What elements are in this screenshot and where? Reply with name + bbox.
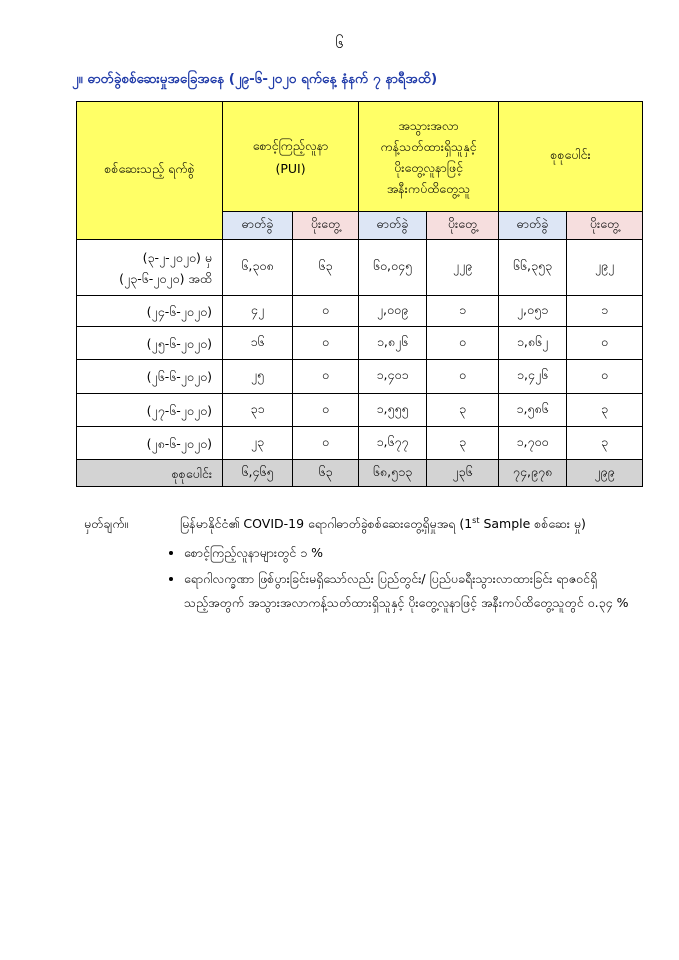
cell-contacts-tested: ၁,၆၇၇: [359, 427, 427, 460]
page-number: ၆: [335, 34, 344, 52]
cell-total-positive: ၀: [567, 327, 643, 360]
row-date: (၂၅-၆-၂၀၂၀): [77, 327, 223, 360]
cell-pui-positive: ၀: [293, 327, 359, 360]
cell-total-positive: ၃: [567, 394, 643, 427]
header-contacts: အသွားအလာ ကန့်သတ်ထားရှိသူနှင့် ပိုးတွေ့လူနာဖြင့် အနီးကပ်ထိတွေ့သူ: [359, 102, 499, 212]
subheader-positive: ပိုးတွေ့: [567, 212, 643, 240]
testing-table: [76, 101, 643, 487]
cell-pui-tested: ၃၁: [223, 394, 293, 427]
table-row: [77, 360, 643, 394]
row-date: (၂၆-၆-၂၀၂၀): [77, 360, 223, 394]
total-row: [77, 460, 643, 487]
cell-total-tested: ၁,၈၆၂: [499, 327, 567, 360]
total-total-positive: ၂၉၉: [567, 460, 643, 487]
cell-contacts-positive: ၁: [427, 296, 499, 327]
header-total: စုစုပေါင်း: [499, 102, 643, 212]
cell-contacts-tested: ၁,၅၅၅: [359, 394, 427, 427]
table-row: [77, 394, 643, 427]
notes-section: [84, 516, 644, 617]
table-row: [77, 327, 643, 360]
notes-intro: မြန်မာနိုင်ငံ၏ COVID-19 ရောဂါဓာတ်ခွဲစစ်ဆေးတွေ့ရှိမှုအရ (1st Sample စစ်ဆေး မှု): [180, 516, 586, 532]
cell-pui-positive: ၀: [293, 394, 359, 427]
total-pui-positive: ၆၃: [293, 460, 359, 487]
cell-total-tested: ၁,၅၈၆: [499, 394, 567, 427]
cell-pui-tested: ၁၆: [223, 327, 293, 360]
total-label: စုစုပေါင်း: [77, 460, 223, 487]
row-date: (၂၄-၆-၂၀၂၀): [77, 296, 223, 327]
table-row: [77, 427, 643, 460]
total-contacts-tested: ၆၈,၅၁၃: [359, 460, 427, 487]
cell-total-positive: ၂၉၂: [567, 240, 643, 296]
notes-label: မှတ်ချက်။: [84, 516, 129, 531]
cell-contacts-positive: ၃: [427, 394, 499, 427]
header-date: စစ်ဆေးသည့် ရက်စွဲ: [77, 102, 223, 240]
total-total-tested: ၇၄,၉၇၈: [499, 460, 567, 487]
cell-contacts-tested: ၁,၈၂၆: [359, 327, 427, 360]
header-pui: စောင့်ကြည့်လူနာ (PUI): [223, 102, 359, 212]
cell-contacts-positive: ၂၂၉: [427, 240, 499, 296]
notes-bullet: • စောင့်ကြည့်လူနာများတွင် ၁ %: [184, 541, 644, 565]
cell-total-positive: ၃: [567, 427, 643, 460]
row-date: (၂၈-၆-၂၀၂၀): [77, 427, 223, 460]
subheader-tested: ဓာတ်ခွဲ: [499, 212, 567, 240]
cell-pui-positive: ၀: [293, 427, 359, 460]
total-pui-tested: ၆,၄၆၅: [223, 460, 293, 487]
cell-total-tested: ၁,၄၂၆: [499, 360, 567, 394]
cell-contacts-positive: ၀: [427, 360, 499, 394]
subheader-tested: ဓာတ်ခွဲ: [223, 212, 293, 240]
cell-contacts-tested: ၆၀,၀၄၅: [359, 240, 427, 296]
cell-contacts-tested: ၁,၄၀၁: [359, 360, 427, 394]
cell-total-positive: ၁: [567, 296, 643, 327]
cell-total-tested: ၁,၇၀၀: [499, 427, 567, 460]
cell-contacts-tested: ၂,၀၀၉: [359, 296, 427, 327]
cell-contacts-positive: ၃: [427, 427, 499, 460]
subheader-positive: ပိုးတွေ့: [293, 212, 359, 240]
cell-pui-tested: ၂၅: [223, 360, 293, 394]
cell-pui-positive: ၀: [293, 360, 359, 394]
table-row: [77, 296, 643, 327]
total-contacts-positive: ၂၃၆: [427, 460, 499, 487]
notes-list: [162, 541, 644, 615]
table-row: [77, 240, 643, 296]
section-heading: ၂။ ဓာတ်ခွဲစစ်ဆေးမှုအခြေအနေ (၂၉-၆-၂၀၂၀ ရက်နေ့ နံနက် ၇ နာရီအထိ): [72, 71, 438, 87]
cell-pui-tested: ၆,၃၀၈: [223, 240, 293, 296]
row-date: (၂၇-၆-၂၀၂၀): [77, 394, 223, 427]
subheader-positive: ပိုးတွေ့: [427, 212, 499, 240]
notes-bullet: • ရောဂါလက္ခဏာ ဖြစ်ပွားခြင်းမရှိသော်လည်း ပြည်တွင်း/ ပြည်ပခရီးသွားလာထားခြင်း ရာဇဝင်ရှိသည့်အတွက် အသွားအလာကန့်သတ်ထားရှိသူနှင့် ပိုးတွေ့လူနာဖြင့် အနီးကပ်ထိတွေ့သူတွင် ၀.၃၄ %: [184, 567, 644, 615]
cell-pui-tested: ၄၂: [223, 296, 293, 327]
cell-total-tested: ၆၆,၃၅၃: [499, 240, 567, 296]
cell-pui-tested: ၂၃: [223, 427, 293, 460]
cell-total-positive: ၀: [567, 360, 643, 394]
cell-pui-positive: ၀: [293, 296, 359, 327]
cell-contacts-positive: ၀: [427, 327, 499, 360]
cell-total-tested: ၂,၀၅၁: [499, 296, 567, 327]
subheader-tested: ဓာတ်ခွဲ: [359, 212, 427, 240]
cell-pui-positive: ၆၃: [293, 240, 359, 296]
row-date: (၃-၂-၂၀၂၀) မှ (၂၃-၆-၂၀၂၀) အထိ: [77, 240, 223, 296]
